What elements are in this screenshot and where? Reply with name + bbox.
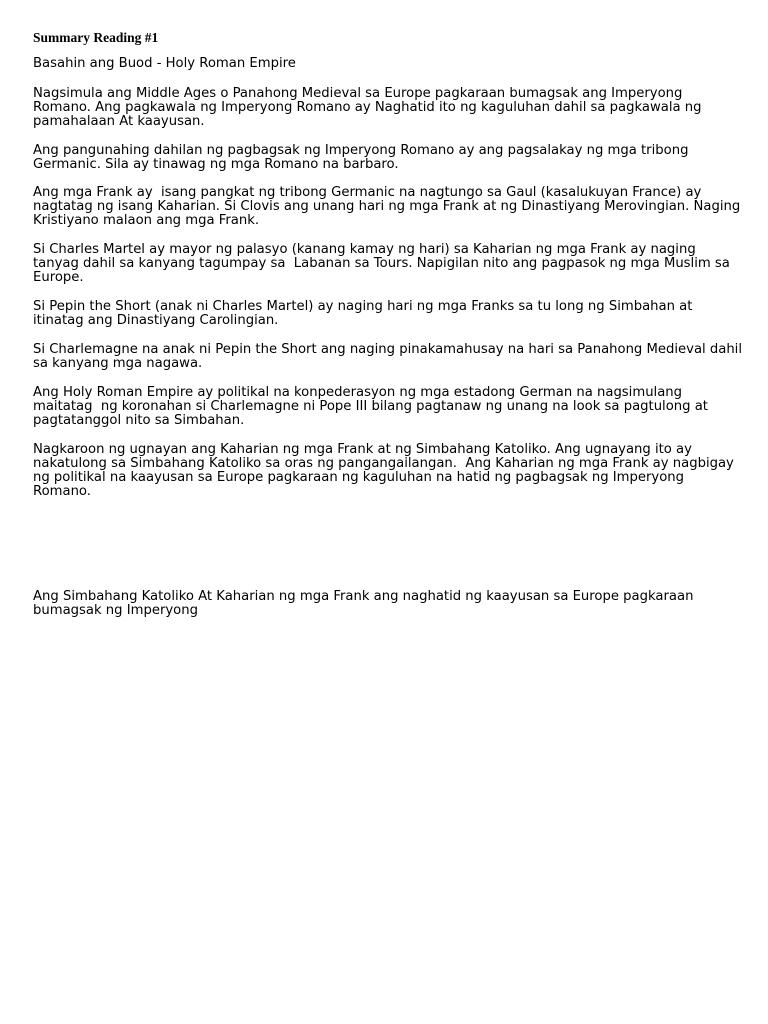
document-heading: Summary Reading #1 <box>33 30 159 45</box>
paragraph-5: Si Pepin the Short (anak ni Charles Martel) ay naging hari ng mga Franks sa tu long ng Simbahan at itinatag ang Dinastiyang Carolingian. <box>33 299 697 328</box>
paragraph-2: Ang pangunahing dahilan ng pagbagsak ng Imperyong Romano ay ang pagsalakay ng mga tribong Germanic. Sila ay tinawag ng mga Romano na barbaro. <box>33 143 693 172</box>
document-subtitle: Basahin ang Buod - Holy Roman Empire <box>33 56 296 71</box>
paragraph-7: Ang Holy Roman Empire ay politikal na konpederasyon ng mga estadong German na nagsimulang maitatag ng koronahan si Charlemagne ni Pope III bilang pagtanaw ng unang na look sa pagtulong at pagtatanggol nito sa Simbahan. <box>33 385 713 428</box>
paragraph-1: Nagsimula ang Middle Ages o Panahong Medieval sa Europe pagkaraan bumagsak ang Imperyong Romano. Ang pagkawala ng Imperyong Romano ay Naghatid ito ng kaguluhan dahil sa pagkawala ng pamahalaan At kaayusan. <box>33 86 706 129</box>
paragraph-6: Si Charlemagne na anak ni Pepin the Short ang naging pinakamahusay na hari sa Panahong Medieval dahil sa kanyang mga nagawa. <box>33 342 747 371</box>
paragraph-9: Ang Simbahang Katoliko At Kaharian ng mga Frank ang naghatid ng kaayusan sa Europe pagkaraan bumagsak ng Imperyong <box>33 589 698 618</box>
paragraph-4: Si Charles Martel ay mayor ng palasyo (kanang kamay ng hari) sa Kaharian ng mga Frank ay naging tanyag dahil sa kanyang tagumpay sa Labanan sa Tours. Napigilan nito ang pagpasok ng mga Muslim sa Europe. <box>33 242 735 285</box>
paragraph-8: Nagkaroon ng ugnayan ang Kaharian ng mga Frank at ng Simbahang Katoliko. Ang ugnayang ito ay nakatulong sa Simbahang Katoliko sa oras ng pangangailangan. Ang Kaharian ng mga Frank ay nagbigay ng politikal na kaayusan sa Europe pagkaraan ng kaguluhan na hatid ng pagbagsak ng Imperyong Romano. <box>33 442 739 499</box>
paragraph-3: Ang mga Frank ay isang pangkat ng tribong Germanic na nagtungo sa Gaul (kasalukuyan France) ay nagtatag ng isang Kaharian. Si Clovis ang unang hari ng mga Frank at ng Dinastiyang Merovingian. Naging Kristiyano malaon ang mga Frank. <box>33 185 745 228</box>
